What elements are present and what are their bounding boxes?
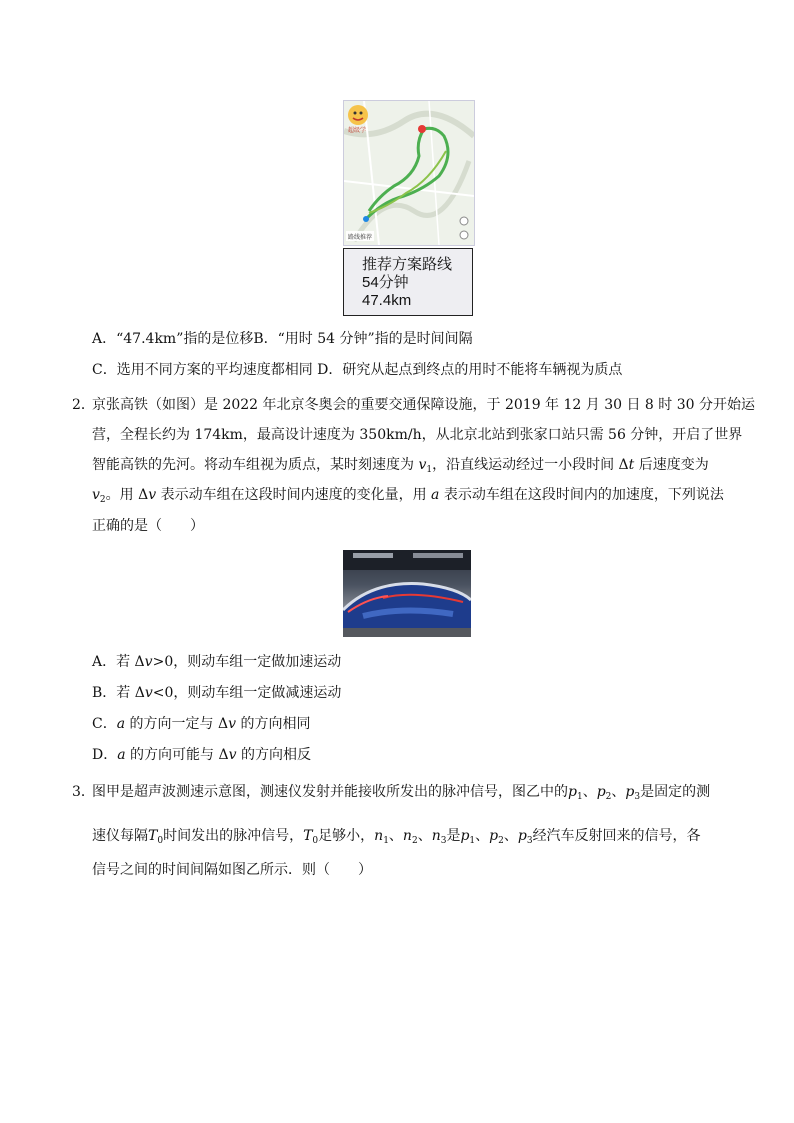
map-illustration [344,101,474,245]
q3-line-3: 信号之间的时间间隔如图乙所示．则（ ） [92,862,372,878]
train-photo [343,550,471,637]
destination-marker [418,125,426,133]
map-label: 路线推荐 [348,235,373,241]
logo-icon [348,105,368,125]
route-title: 推荐方案路线 [362,256,453,273]
route-info-box [343,248,473,316]
train-illustration [343,550,471,637]
q2-number: 2． [72,397,95,413]
q2-line-4: $v_2$。用 Δv 表示动车组在这段时间内速度的变化量，用 a 表示动车组在这段时间内的加速度，下列说法 [92,487,724,505]
q2-line-2: 营，全程长约为 174km，最高设计速度为 350km/h，从北京北站到张家口站只需 56 分钟，开启了世界 [92,427,743,443]
q3-line-2: 速仪每隔$T_0$时间发出的脉冲信号，$T_0$足够小，$n_1$、$n_2$、$n_3$是$p_1$、$p_2$、$p_3$经汽车反射回来的信号，各 [92,828,701,846]
q2-line-1: 京张高铁（如图）是 2022 年北京冬奥会的重要交通保障设施，于 2019 年 12 月 30 日 8 时 30 分开始运 [92,397,756,413]
q2-line-5: 正确的是（ ） [92,518,204,534]
route-map-image [343,100,475,246]
start-marker [363,216,369,222]
q2-option-d: D．a 的方向可能与 Δv 的方向相反 [92,747,311,763]
logo-text: 超级学 [348,128,367,134]
q2-option-b: B．若 Δv<0，则动车组一定做减速运动 [92,685,342,701]
q1-options-ab: A．“47.4km”指的是位移B．“用时 54 分钟”指的是时间间隔 [92,331,473,347]
q2-option-a: A．若 Δv>0，则动车组一定做加速运动 [92,654,342,670]
route-duration: 54分钟 [362,274,409,291]
q1-options-cd: C．选用不同方案的平均速度都相同 D．研究从起点到终点的用时不能将车辆视为质点 [92,362,623,378]
q3-number: 3． [72,784,95,800]
q2-line-3: 智能高铁的先河。将动车组视为质点，某时刻速度为 $v_1$，沿直线运动经过一小段时间 Δt 后速度变为 [92,457,709,475]
route-distance: 47.4km [362,292,412,309]
q3-line-1: 图甲是超声波测速示意图，测速仪发射并能接收所发出的脉冲信号，图乙中的$p_1$、$p_2$、$p_3$是固定的测 [92,784,711,802]
q2-option-c: C．a 的方向一定与 Δv 的方向相同 [92,716,311,732]
